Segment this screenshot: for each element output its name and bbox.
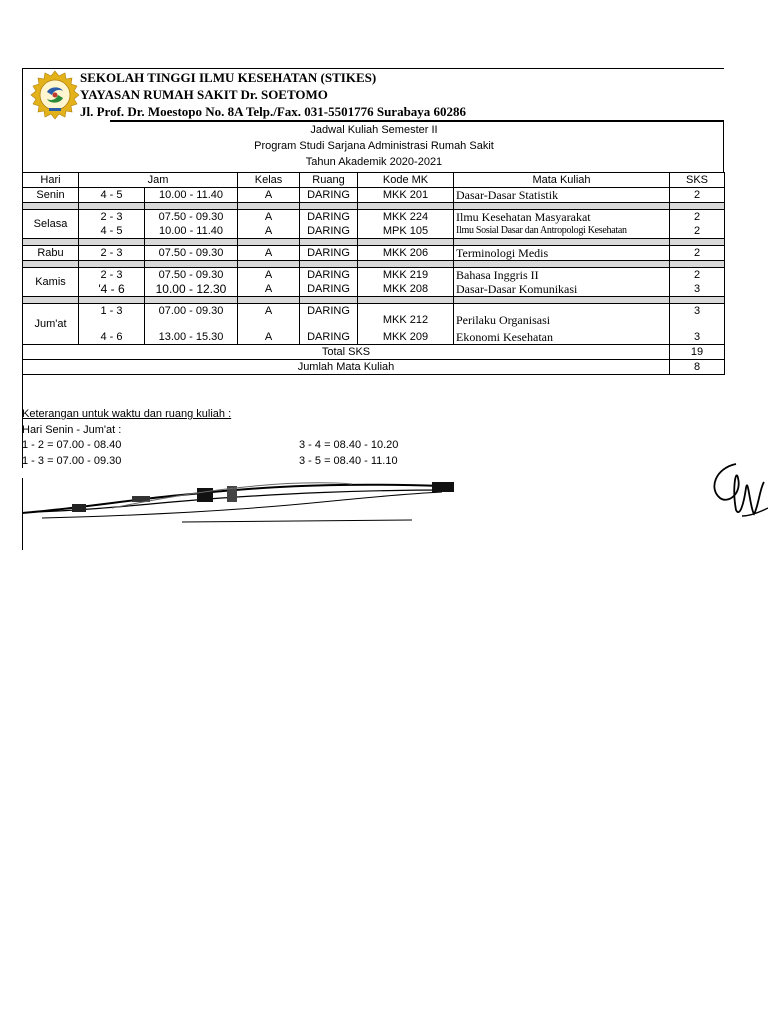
- room-cell: DARING: [300, 188, 358, 203]
- room-cell: DARING: [300, 268, 358, 283]
- notes-line: 1 - 2 = 07.00 - 08.40: [22, 439, 122, 451]
- course-cell: Terminologi Medis: [454, 246, 670, 261]
- class-cell: A: [238, 246, 300, 261]
- separator-row: [23, 203, 725, 210]
- top-border: [22, 68, 724, 69]
- separator-row: [23, 261, 725, 268]
- time-cell: 10.00 - 11.40: [145, 188, 238, 203]
- notes-heading: Keterangan untuk waktu dan ruang kuliah :: [22, 408, 232, 420]
- day-cell: Selasa: [23, 210, 79, 239]
- room-cell: DARING: [300, 327, 358, 344]
- separator-row: [23, 239, 725, 246]
- column-header: Hari: [23, 173, 79, 188]
- table-header-row: [23, 173, 725, 188]
- session-cell: 2 - 3: [79, 246, 145, 261]
- header-divider: [110, 120, 724, 122]
- class-cell: A: [238, 224, 300, 239]
- course-cell: Perilaku Organisasi: [454, 304, 670, 328]
- session-cell: 4 - 5: [79, 224, 145, 239]
- time-cell: 07.50 - 09.30: [145, 268, 238, 283]
- column-header: Jam: [79, 173, 238, 188]
- day-cell: Jum'at: [23, 304, 79, 345]
- course-cell: Ekonomi Kesehatan: [454, 327, 670, 344]
- credit-cell: 2: [670, 224, 725, 239]
- total-sks-value: 19: [670, 345, 725, 360]
- credit-cell: 2: [670, 188, 725, 203]
- class-cell: A: [238, 210, 300, 225]
- time-cell: 07.00 - 09.30: [145, 304, 238, 328]
- notes-line: 1 - 3 = 07.00 - 09.30: [22, 455, 122, 467]
- column-header: Ruang: [300, 173, 358, 188]
- table-row: [23, 188, 725, 203]
- room-cell: DARING: [300, 246, 358, 261]
- column-header: SKS: [670, 173, 725, 188]
- room-cell: DARING: [300, 210, 358, 225]
- table-row: [23, 327, 725, 344]
- course-cell: Ilmu Sosial Dasar dan Antropologi Kesehatan: [454, 224, 670, 239]
- time-cell: 13.00 - 15.30: [145, 327, 238, 344]
- session-cell: 4 - 6: [79, 327, 145, 344]
- session-cell: 2 - 3: [79, 268, 145, 283]
- course-cell: Dasar-Dasar Statistik: [454, 188, 670, 203]
- time-cell: 07.50 - 09.30: [145, 210, 238, 225]
- institution-address: Jl. Prof. Dr. Moestopo No. 8A Telp./Fax. 031-5501776 Surabaya 60286: [80, 104, 467, 119]
- program-title: Program Studi Sarjana Administrasi Rumah Sakit: [254, 140, 494, 152]
- credit-cell: 2: [670, 210, 725, 225]
- course-count-label: Jumlah Mata Kuliah: [23, 360, 670, 375]
- day-cell: Kamis: [23, 268, 79, 297]
- session-cell: 4 - 5: [79, 188, 145, 203]
- time-cell: 07.50 - 09.30: [145, 246, 238, 261]
- session-cell: 1 - 3: [79, 304, 145, 328]
- course-cell: Dasar-Dasar Komunikasi: [454, 282, 670, 297]
- total-sks-label: Total SKS: [23, 345, 670, 360]
- class-cell: A: [238, 188, 300, 203]
- code-cell: MKK 224: [358, 210, 454, 225]
- code-cell: MKK 201: [358, 188, 454, 203]
- table-row: [23, 268, 725, 283]
- foundation-name: YAYASAN RUMAH SAKIT Dr. SOETOMO: [80, 87, 328, 102]
- session-cell: '4 - 6: [79, 282, 145, 297]
- credit-cell: 3: [670, 282, 725, 297]
- class-cell: A: [238, 304, 300, 328]
- column-header: Kode MK: [358, 173, 454, 188]
- code-cell: MKK 208: [358, 282, 454, 297]
- room-cell: DARING: [300, 224, 358, 239]
- class-cell: A: [238, 282, 300, 297]
- signature-mark: [706, 458, 768, 524]
- total-row: [23, 345, 725, 360]
- notes-days: Hari Senin - Jum'at :: [22, 424, 122, 436]
- course-count-value: 8: [670, 360, 725, 375]
- code-cell: MKK 219: [358, 268, 454, 283]
- credit-cell: 3: [670, 304, 725, 328]
- schedule-title: Jadwal Kuliah Semester II: [310, 124, 438, 136]
- class-cell: A: [238, 268, 300, 283]
- room-cell: DARING: [300, 282, 358, 297]
- column-header: Mata Kuliah: [454, 173, 670, 188]
- table-row: [23, 224, 725, 239]
- class-cell: A: [238, 327, 300, 344]
- code-cell: MKK 206: [358, 246, 454, 261]
- course-cell: Bahasa Inggris II: [454, 268, 670, 283]
- time-cell: 10.00 - 11.40: [145, 224, 238, 239]
- room-cell: DARING: [300, 304, 358, 328]
- schedule-table: [22, 172, 725, 375]
- notes-line: 3 - 5 = 08.40 - 11.10: [299, 455, 398, 467]
- table-row: [23, 282, 725, 297]
- redaction-scribble: [22, 468, 462, 528]
- credit-cell: 2: [670, 268, 725, 283]
- course-cell: Ilmu Kesehatan Masyarakat: [454, 210, 670, 225]
- count-row: [23, 360, 725, 375]
- separator-row: [23, 297, 725, 304]
- table-row: [23, 304, 725, 328]
- column-header: Kelas: [238, 173, 300, 188]
- academic-year: Tahun Akademik 2020-2021: [305, 156, 443, 168]
- institution-name: SEKOLAH TINGGI ILMU KESEHATAN (STIKES): [80, 70, 377, 85]
- day-cell: Senin: [23, 188, 79, 203]
- day-cell: Rabu: [23, 246, 79, 261]
- credit-cell: 3: [670, 327, 725, 344]
- code-cell: MKK 212: [358, 304, 454, 328]
- table-row: [23, 210, 725, 225]
- session-cell: 2 - 3: [79, 210, 145, 225]
- code-cell: MKK 209: [358, 327, 454, 344]
- code-cell: MPK 105: [358, 224, 454, 239]
- credit-cell: 2: [670, 246, 725, 261]
- notes-line: 3 - 4 = 08.40 - 10.20: [299, 439, 399, 451]
- time-cell: 10.00 - 12.30: [145, 282, 238, 297]
- stikes-logo-icon: [30, 70, 80, 120]
- table-row: [23, 246, 725, 261]
